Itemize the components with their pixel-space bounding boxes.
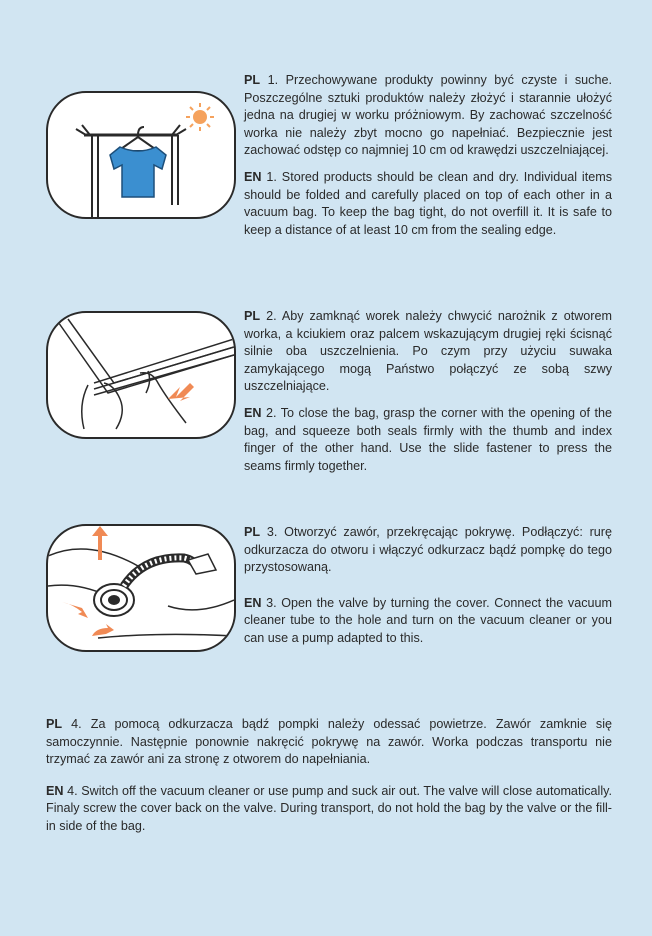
step-1-pl: PL 1. Przechowywane produkty powinny być czyste i suche. Poszczególne sztuki produktów należy złożyć i starannie ułożyć jedna na drugiej w worku próżniowym. By zachować szczelność worka nie należy zbyt mocno go napełniać. Bezpiecznie jest zachować odstęp co najmniej 10 cm od krawędzi uszczelniającej. xyxy=(244,73,612,158)
step-4-pl: PL 4. Za pomocą odkurzacza bądź pompki należy odessać powietrze. Zawór zamknie się samoczynnie. Następnie ponownie nakręcić pokrywę na zawór. Worka podczas transportu nie trzymać za zawór ani za stronę z otworem do napełniania. xyxy=(46,717,612,767)
step-2-text xyxy=(244,308,612,475)
vacuum-valve-icon xyxy=(48,526,234,650)
step-3-text xyxy=(244,524,612,648)
shirt-icon xyxy=(110,147,166,197)
hanger-with-shirt-icon xyxy=(48,93,234,217)
rotate-arrow-icon xyxy=(62,602,88,618)
step-1-text xyxy=(244,72,612,239)
step-3-pl: PL 3. Otworzyć zawór, przekręcając pokrywę. Podłączyć: rurę odkurzacza do otworu i włączyć odkurzacz bądź pompkę do tego przystosowaną. xyxy=(244,525,612,575)
step-1-en: EN 1. Stored products should be clean and dry. Individual items should be folded and carefully placed on top of each other in a vacuum bag. To keep the bag tight, do not overfill it. It is safe to keep a distance of at least 10 cm from the sealing edge. xyxy=(244,169,612,237)
step-2-illustration xyxy=(46,311,236,439)
step-2-en: EN 2. To close the bag, grasp the corner with the opening of the bag, and squeeze both seals firmly with the thumb and index finger of the other hand. Use the slide fastener to press the seams firmly together. xyxy=(244,405,612,473)
step-1-illustration xyxy=(46,91,236,219)
step-4-text xyxy=(46,716,612,836)
arrow-icon xyxy=(168,383,194,401)
hands-sealing-bag-icon xyxy=(48,313,234,437)
step-3-en: EN 3. Open the valve by turning the cover. Connect the vacuum cleaner tube to the hole and turn on the vacuum cleaner or you can use a pump adapted to this. xyxy=(244,595,612,645)
step-3-illustration xyxy=(46,524,236,652)
sun-icon xyxy=(186,103,214,131)
step-4-en: EN 4. Switch off the vacuum cleaner or use pump and suck air out. The valve will close automatically. Finaly screw the cover back on the valve. During transport, do not hold the bag by the valve or the fill-in side of the bag. xyxy=(46,783,612,833)
step-2-pl: PL 2. Aby zamknąć worek należy chwycić narożnik z otworem worka, a kciukiem oraz palcem wskazującym drugiej ręki ścisnąć silnie oba uszczelnienia. Po czym przy użyciu suwaka zamykającego mogą Państwo połączyć ze sobą szwy uszczelniające. xyxy=(244,309,612,394)
